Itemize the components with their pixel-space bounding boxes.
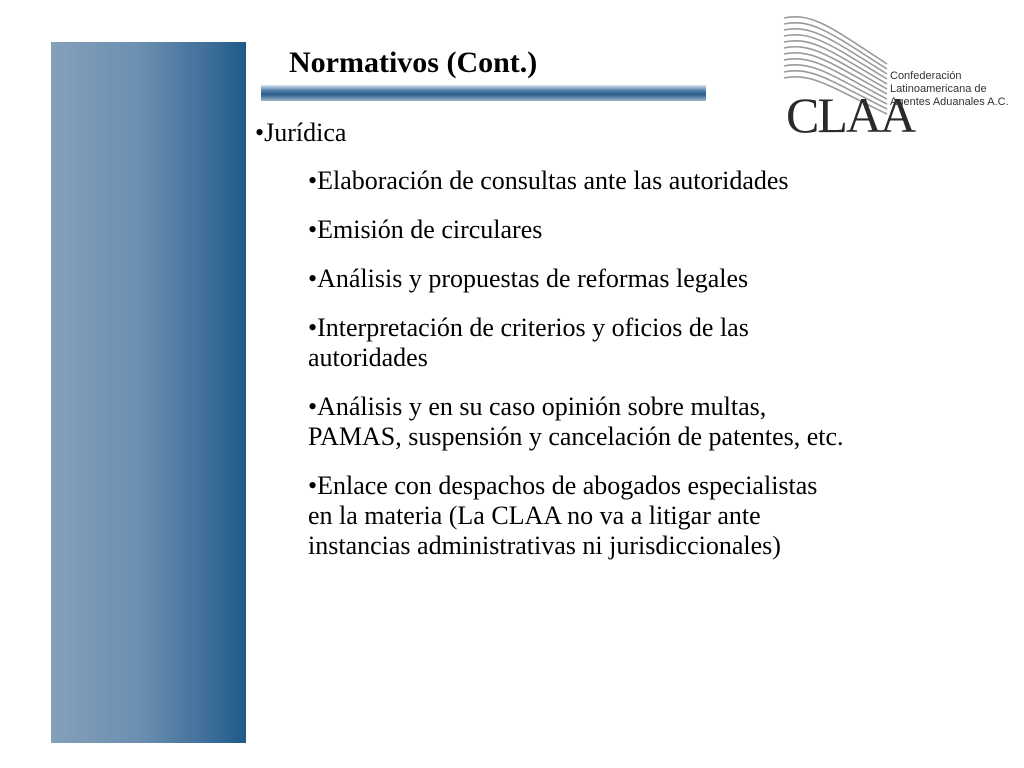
bullet-text-continued: PAMAS, suspensión y cancelación de patentes, etc.: [308, 422, 844, 451]
bullet-line: [308, 392, 1018, 422]
bullet-text: Análisis y en su caso opinión sobre multas,: [317, 392, 767, 421]
bullet-line: [308, 166, 1018, 196]
title-underline-bar: [261, 85, 706, 101]
bullet-juridica: [255, 118, 346, 148]
sub-bullet: [308, 264, 1018, 294]
bullet-marker: •: [308, 215, 318, 244]
side-gradient-band: [51, 42, 246, 743]
sub-bullet: [308, 313, 1018, 373]
sub-bullet: [308, 166, 1018, 196]
bullet-marker: •: [255, 118, 265, 147]
bullet-line: [308, 313, 1018, 343]
bullet-text: Enlace con despachos de abogados especialistas: [317, 471, 818, 500]
logo-caption-line: Latinoamericana de: [890, 83, 987, 95]
bullet-text-continued: autoridades: [308, 343, 428, 372]
bullet-text: Jurídica: [264, 118, 347, 147]
bullet-marker: •: [308, 392, 318, 421]
bullet-text-continued: en la materia (La CLAA no va a litigar ante: [308, 501, 761, 530]
logo-wordmark: CLAA: [786, 87, 915, 143]
bullet-text: Interpretación de criterios y oficios de las: [317, 313, 749, 342]
bullet-marker: •: [308, 166, 318, 195]
sub-bullet-list: [308, 166, 1018, 580]
claa-logo: [782, 14, 1012, 143]
bullet-line: [308, 215, 1018, 245]
bullet-text: Análisis y propuestas de reformas legales: [317, 264, 749, 293]
logo-caption-line: Confederación: [890, 70, 962, 82]
bullet-text-continued: instancias administrativas ni jurisdiccionales): [308, 531, 781, 560]
bullet-marker: •: [308, 264, 318, 293]
bullet-marker: •: [308, 471, 318, 500]
logo-caption-line: Agentes Aduanales A.C.: [890, 96, 1009, 108]
sub-bullet: [308, 471, 1018, 561]
slide-title: Normativos (Cont.): [289, 46, 538, 79]
bullet-line: [308, 471, 1018, 501]
bullet-marker: •: [308, 313, 318, 342]
logo-caption: [890, 70, 1009, 109]
sub-bullet: [308, 392, 1018, 452]
bullet-text: Emisión de circulares: [317, 215, 543, 244]
bullet-text: Elaboración de consultas ante las autoridades: [317, 166, 789, 195]
sub-bullet: [308, 215, 1018, 245]
bullet-line: [308, 264, 1018, 294]
